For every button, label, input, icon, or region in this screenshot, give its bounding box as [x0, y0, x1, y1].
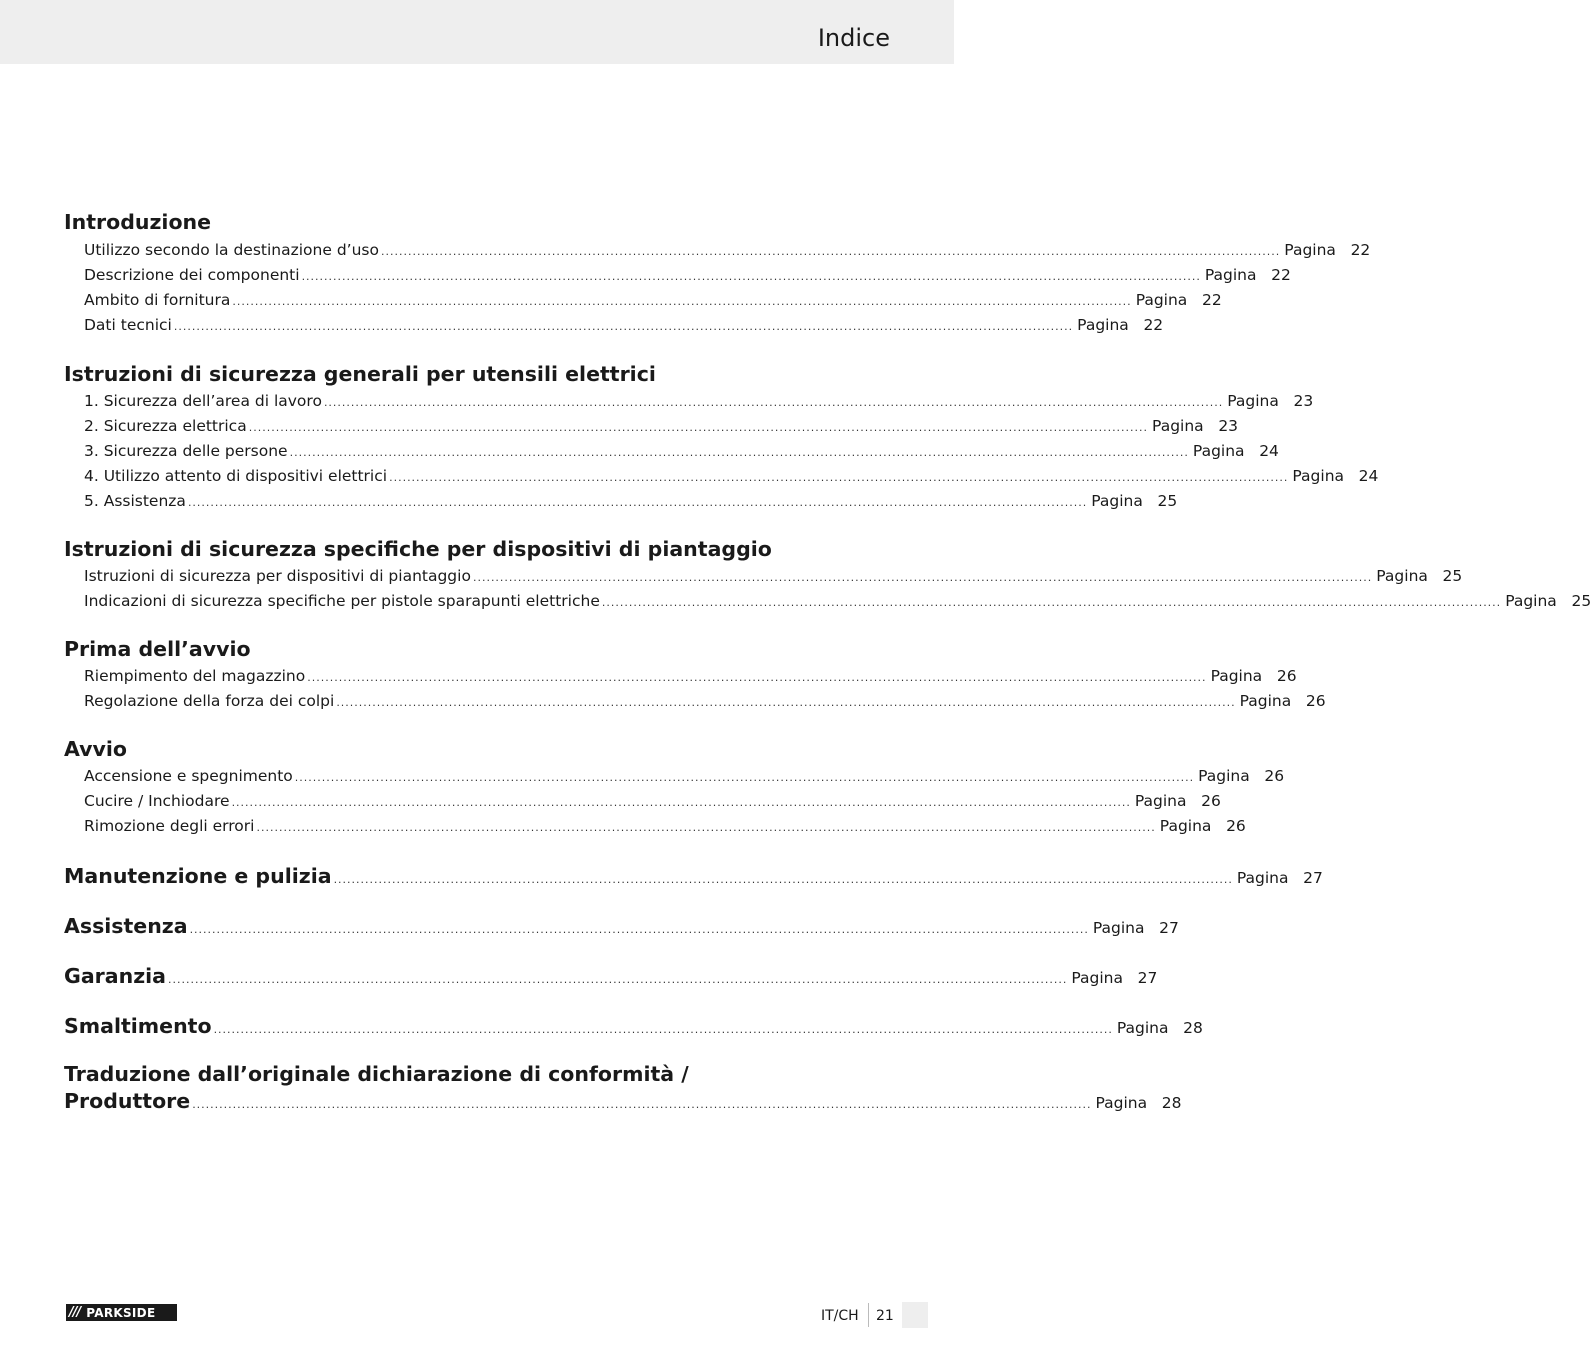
toc-main-entry [64, 864, 1323, 888]
toc-entry [84, 265, 1291, 285]
toc-entry-label: Accensione e spegnimento [84, 767, 293, 785]
leader-dots: ........................................................................................................................................................................................................ [472, 571, 1373, 584]
toc-entry-label: 3. Sicurezza delle persone [84, 442, 288, 460]
leader-dots: ........................................................................................................................................................................................................ [294, 771, 1195, 784]
toc-entry-page: Pagina 28 [1116, 1019, 1203, 1037]
logo-slashes: /// [69, 1305, 81, 1320]
section-title-dichiarazione: Traduzione dall’originale dichiarazione di conformità / [64, 1062, 689, 1086]
toc-entry-label: Rimozione degli errori [84, 817, 255, 835]
leader-dots: ........................................................................................................................................................................................................ [189, 923, 1089, 936]
toc-entry-label: Riempimento del magazzino [84, 667, 306, 685]
toc-entry [84, 315, 1164, 335]
leader-dots: ........................................................................................................................................................................................................ [168, 973, 1068, 986]
leader-dots: ........................................................................................................................................................................................................ [389, 471, 1289, 484]
leader-dots: ........................................................................................................................................................................................................ [380, 245, 1281, 258]
logo-text: PARKSIDE [86, 1305, 156, 1320]
toc-entry-label: Descrizione dei componenti [84, 266, 300, 284]
toc-entry-page: Pagina 27 [1236, 869, 1323, 887]
toc-entry [84, 766, 1285, 786]
leader-dots: ........................................................................................................................................................................................................ [187, 496, 1088, 509]
leader-dots: ........................................................................................................................................................................................................ [213, 1023, 1113, 1036]
toc-entry-page: Pagina 27 [1092, 919, 1179, 937]
parkside-logo [66, 1304, 177, 1321]
toc-entry [84, 391, 1314, 411]
toc-entry-page: Pagina 26 [1159, 817, 1246, 835]
leader-dots: ........................................................................................................................................................................................................ [323, 396, 1224, 409]
toc-entry-label: Istruzioni di sicurezza per dispositivi di piantaggio [84, 567, 471, 585]
toc-entry-page: Pagina 25 [1376, 567, 1463, 585]
toc-entry-label: Ambito di fornitura [84, 291, 231, 309]
toc-entry [84, 240, 1371, 260]
toc-entry [84, 691, 1326, 711]
toc-entry [84, 466, 1379, 486]
toc-main-entry [64, 964, 1158, 988]
toc-entry-page: Pagina 23 [1227, 392, 1314, 410]
toc-entry-label: 4. Utilizzo attento di dispositivi elettrici [84, 467, 388, 485]
toc-entry-page: Pagina 28 [1095, 1094, 1182, 1112]
leader-dots: ........................................................................................................................................................................................................ [301, 270, 1201, 283]
toc-entry-page: Pagina 25 [1505, 592, 1591, 610]
toc-entry [84, 666, 1297, 686]
toc-entry-label: 2. Sicurezza elettrica [84, 417, 247, 435]
toc-entry-page: Pagina 26 [1134, 792, 1221, 810]
toc-entry-page: Pagina 27 [1071, 969, 1158, 987]
toc-entry-page: Pagina 25 [1091, 492, 1178, 510]
toc-entry-page: Pagina 22 [1204, 266, 1291, 284]
leader-dots: ........................................................................................................................................................................................................ [307, 671, 1207, 684]
toc-main-entry-label: Smaltimento [64, 1014, 212, 1038]
language-code: IT/CH [821, 1308, 859, 1324]
toc-entry-page: Pagina 26 [1239, 692, 1326, 710]
toc-entry-label: Utilizzo secondo la destinazione d’uso [84, 241, 379, 259]
toc-entry-label: Indicazioni di sicurezza specifiche per pistole sparapunti elettriche [84, 592, 600, 610]
leader-dots: ........................................................................................................................................................................................................ [336, 696, 1236, 709]
footer-divider [868, 1303, 869, 1327]
toc-main-entry [64, 1014, 1203, 1038]
toc-entry-page: Pagina 22 [1135, 291, 1222, 309]
toc-entry-label: 1. Sicurezza dell’area di lavoro [84, 392, 322, 410]
toc-entry-label: Regolazione della forza dei colpi [84, 692, 335, 710]
toc-entry [84, 491, 1178, 511]
toc-entry-page: Pagina 24 [1292, 467, 1379, 485]
leader-dots: ........................................................................................................................................................................................................ [231, 796, 1131, 809]
leader-dots: ........................................................................................................................................................................................................ [333, 873, 1233, 886]
toc-main-entry-label: Manutenzione e pulizia [64, 864, 332, 888]
leader-dots: ........................................................................................................................................................................................................ [289, 446, 1189, 459]
toc-entry [84, 816, 1246, 836]
page-number: 21 [876, 1308, 894, 1324]
toc-main-entry-label: Garanzia [64, 964, 166, 988]
leader-dots: ........................................................................................................................................................................................................ [248, 421, 1149, 434]
section-title-avvio: Avvio [64, 737, 127, 761]
toc-main-entry [64, 914, 1179, 938]
toc-entry [84, 591, 1591, 611]
page-title: Indice [817, 24, 890, 52]
toc-entry-page: Pagina 22 [1284, 241, 1371, 259]
leader-dots: ........................................................................................................................................................................................................ [232, 295, 1132, 308]
section-title-introduzione: Introduzione [64, 210, 212, 234]
footer-box [902, 1302, 928, 1328]
toc-entry [84, 416, 1239, 436]
toc-entry-page: Pagina 26 [1198, 767, 1285, 785]
toc-entry-label: Dati tecnici [84, 316, 172, 334]
leader-dots: ........................................................................................................................................................................................................ [256, 821, 1156, 834]
toc-main-entry-label: Assistenza [64, 914, 188, 938]
toc-entry [84, 290, 1222, 310]
toc-entry [84, 566, 1463, 586]
leader-dots: ........................................................................................................................................................................................................ [192, 1098, 1092, 1111]
toc-main-entry-label: Produttore [64, 1089, 191, 1113]
section-title-sicurezza-generali: Istruzioni di sicurezza generali per utensili elettrici [64, 362, 656, 386]
toc-entry-page: Pagina 23 [1152, 417, 1239, 435]
toc-main-entry [64, 1089, 1182, 1113]
toc-entry-page: Pagina 22 [1077, 316, 1164, 334]
leader-dots: ........................................................................................................................................................................................................ [601, 596, 1502, 609]
section-title-sicurezza-specifiche: Istruzioni di sicurezza specifiche per dispositivi di piantaggio [64, 537, 772, 561]
toc-entry-page: Pagina 26 [1210, 667, 1297, 685]
toc-entry-label: Cucire / Inchiodare [84, 792, 230, 810]
toc-entry [84, 791, 1221, 811]
section-title-prima-avvio: Prima dell’avvio [64, 637, 251, 661]
header-band [0, 0, 954, 64]
leader-dots: ........................................................................................................................................................................................................ [173, 320, 1074, 333]
toc-entry [84, 441, 1279, 461]
toc-entry-label: 5. Assistenza [84, 492, 186, 510]
toc-entry-page: Pagina 24 [1192, 442, 1279, 460]
